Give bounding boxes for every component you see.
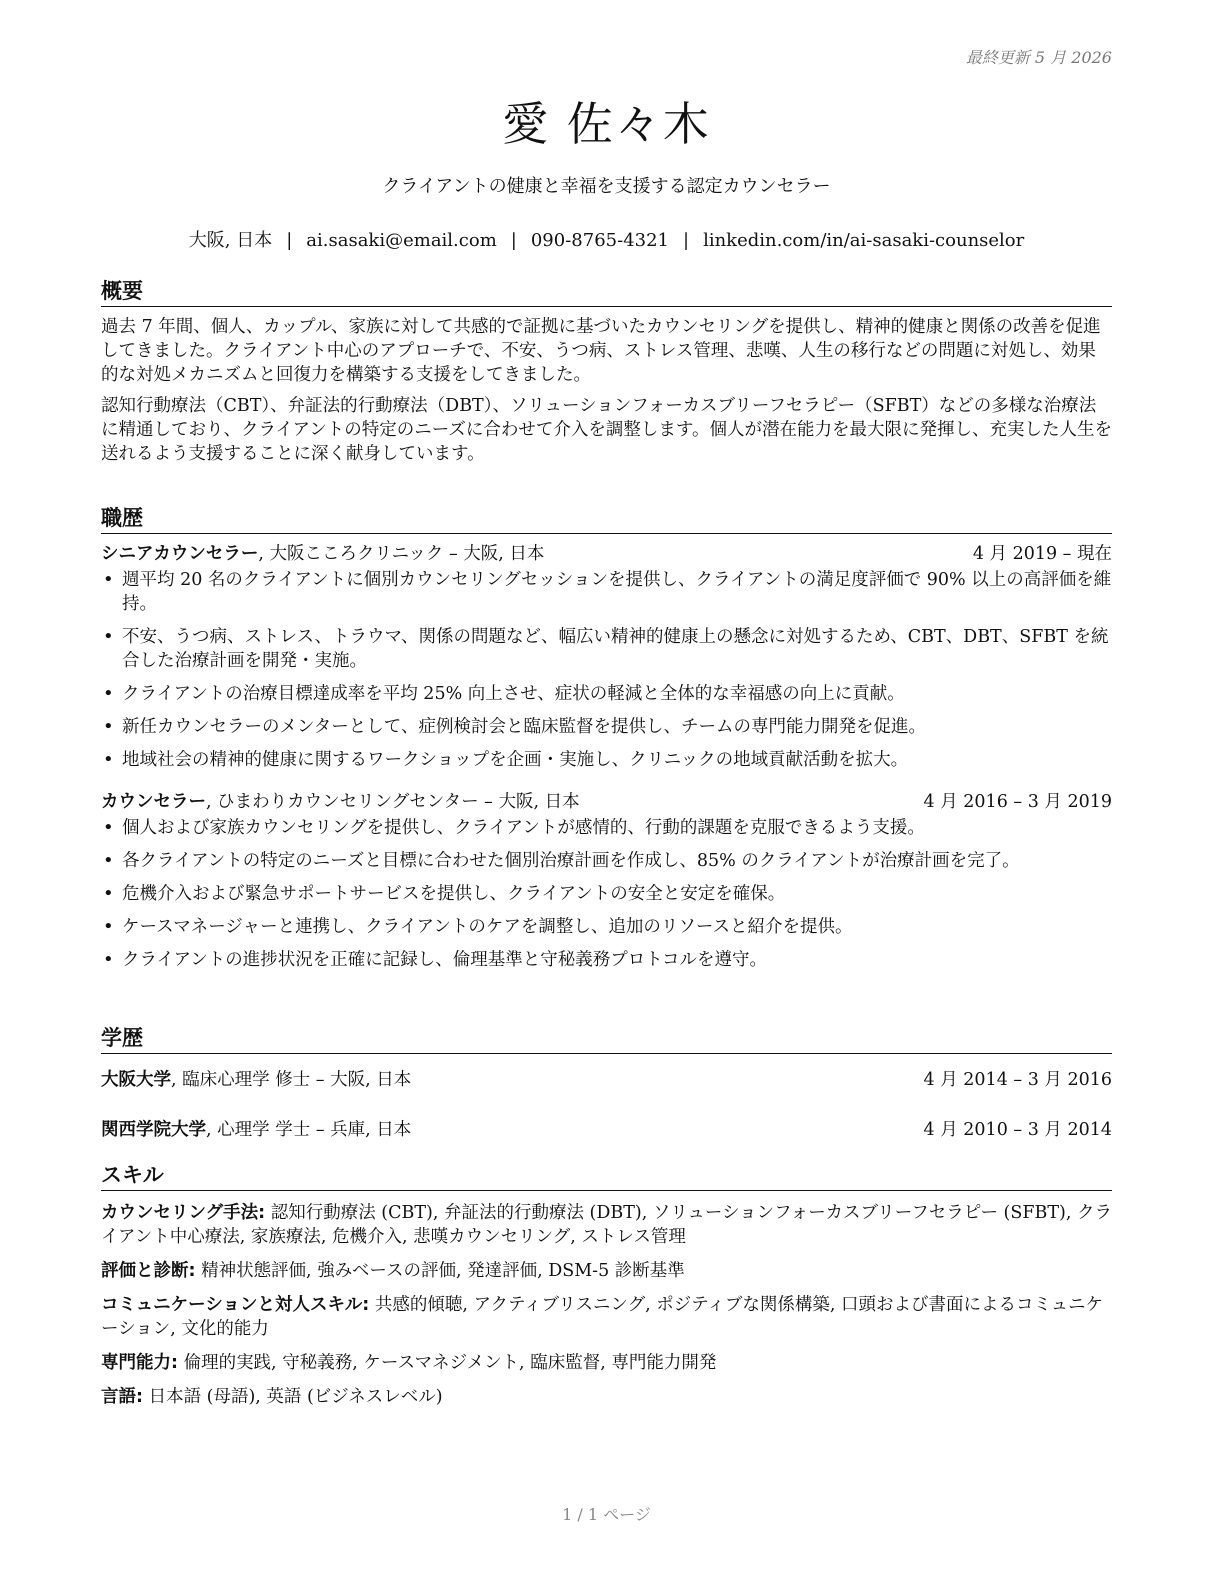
summary-paragraph: 過去 7 年間、個人、カップル、家族に対して共感的で証拠に基づいたカウンセリングを提供し、精神的健康と関係の改善を促進してきました。クライアント中心のアプローチで、不安、うつ病、ストレス管理、悲嘆、人生の移行などの問題に対処し、効果的な対処メカニズムと回復力を構築する支援をしてきました。 [101, 317, 1101, 385]
skill-label: 評価と診断: [101, 1261, 196, 1281]
last-updated: 最終更新 5 月 2026 [965, 48, 1112, 67]
list-item: • ケースマネージャーと連携し、クライアントのケアを調整し、追加のリソースと紹介を提供。 [101, 915, 1112, 939]
contact-phone[interactable]: 090-8765-4321 [530, 230, 669, 251]
contact-linkedin[interactable]: linkedin.com/in/ai-sasaki-counselor [703, 230, 1025, 251]
tagline: クライアントの健康と幸福を支援する認定カウンセラー [382, 176, 831, 197]
education-title-line [101, 1068, 411, 1092]
contact-location: 大阪, 日本 [188, 230, 273, 251]
section-title: 職歴 [101, 505, 1112, 534]
job-role: カウンセラー [101, 792, 206, 812]
education-item [101, 1118, 1112, 1142]
list-item: • 週平均 20 名のクライアントに個別カウンセリングセッションを提供し、クライアントの満足度評価で 90% 以上の高評価を維持。 [101, 568, 1112, 616]
contact-line [101, 226, 1112, 252]
contact-separator: | [683, 230, 690, 251]
education-title-line [101, 1118, 411, 1142]
skill-line [101, 1351, 1112, 1375]
section-title: 学歴 [101, 1025, 1112, 1054]
contact-email[interactable]: ai.sasaki@email.com [306, 230, 497, 251]
list-item: • クライアントの治療目標達成率を平均 25% 向上させ、症状の軽減と全体的な幸福感の向上に貢献。 [101, 682, 1112, 706]
education-item [101, 1068, 1112, 1092]
candidate-name: 愛 佐々木 [502, 97, 711, 151]
contact-separator: | [286, 230, 293, 251]
list-item: • クライアントの進捗状況を正確に記録し、倫理基準と守秘義務プロトコルを遵守。 [101, 948, 1112, 972]
school-name: 大阪大学 [101, 1070, 171, 1090]
degree-detail: , 心理学 学士 – 兵庫, 日本 [206, 1120, 412, 1140]
job-dates: 4 月 2016 – 3 月 2019 [923, 792, 1112, 812]
job-header [101, 790, 1112, 814]
skill-value: 日本語 (母語), 英語 (ビジネスレベル) [143, 1387, 443, 1407]
experience-section [101, 505, 1112, 981]
job-dates: 4 月 2019 – 現在 [972, 544, 1112, 564]
degree-detail: , 臨床心理学 修士 – 大阪, 日本 [171, 1070, 412, 1090]
skill-label: 専門能力: [101, 1353, 178, 1373]
job-role: シニアカウンセラー [101, 544, 259, 564]
list-item: • 地域社会の精神的健康に関するワークショップを企画・実施し、クリニックの地域貢献活動を拡大。 [101, 748, 1112, 772]
job-title-line [101, 542, 544, 566]
list-item: • 個人および家族カウンセリングを提供し、クライアントが感情的、行動的課題を克服できるよう支援。 [101, 816, 1112, 840]
section-title: スキル [101, 1162, 1112, 1191]
job-org: , 大阪こころクリニック – 大阪, 日本 [258, 544, 545, 564]
education-section [101, 1025, 1112, 1142]
education-dates: 4 月 2010 – 3 月 2014 [923, 1120, 1112, 1140]
skill-line [101, 1293, 1112, 1341]
list-item: • 不安、うつ病、ストレス、トラウマ、関係の問題など、幅広い精神的健康上の懸念に対処するため、CBT、DBT、SFBT を統合した治療計画を開発・実施。 [101, 625, 1112, 673]
job-org: , ひまわりカウンセリングセンター – 大阪, 日本 [206, 792, 580, 812]
skill-label: コミュニケーションと対人スキル: [101, 1295, 370, 1315]
job-title-line [101, 790, 580, 814]
skill-line [101, 1259, 1112, 1283]
skill-label: カウンセリング手法: [101, 1203, 266, 1223]
list-item: • 新任カウンセラーのメンターとして、症例検討会と臨床監督を提供し、チームの専門能力開発を促進。 [101, 715, 1112, 739]
page-number: 1 / 1 ページ [562, 1505, 651, 1524]
skill-label: 言語: [101, 1387, 143, 1407]
contact-separator: | [510, 230, 517, 251]
summary-paragraph: 認知行動療法（CBT）、弁証法的行動療法（DBT）、ソリューションフォーカスブリーフセラピー（SFBT）などの多様な治療法に精通しており、クライアントの特定のニーズに合わせて介入を調整します。個人が潜在能力を最大限に発揮し、充実した人生を送れるよう支援することに深く献身しています。 [101, 396, 1112, 464]
school-name: 関西学院大学 [101, 1120, 206, 1140]
summary-section [101, 278, 1112, 466]
list-item: • 危機介入および緊急サポートサービスを提供し、クライアントの安全と安定を確保。 [101, 882, 1112, 906]
skill-line [101, 1385, 1112, 1409]
skill-value: 倫理的実践, 守秘義務, ケースマネジメント, 臨床監督, 専門能力開発 [178, 1353, 717, 1373]
job-bullets [101, 568, 1112, 772]
job-bullets [101, 816, 1112, 972]
education-dates: 4 月 2014 – 3 月 2016 [923, 1070, 1112, 1090]
section-title: 概要 [101, 278, 1112, 307]
list-item: • 各クライアントの特定のニーズと目標に合わせた個別治療計画を作成し、85% のクライアントが治療計画を完了。 [101, 849, 1112, 873]
skill-value: 共感的傾聴, アクティブリスニング, ポジティブな関係構築, 口頭および書面によるコミュニケーション, 文化的能力 [101, 1295, 1104, 1339]
job-header [101, 542, 1112, 566]
skill-value: 認知行動療法 (CBT), 弁証法的行動療法 (DBT), ソリューションフォーカスブリーフセラピー (SFBT), クライアント中心療法, 家族療法, 危機介入, 悲嘆カウンセリング, ストレス管理 [101, 1203, 1112, 1247]
skills-section [101, 1162, 1112, 1409]
skill-line [101, 1201, 1112, 1249]
skill-value: 精神状態評価, 強みベースの評価, 発達評価, DSM-5 診断基準 [195, 1261, 685, 1281]
resume-page [101, 0, 1112, 1584]
